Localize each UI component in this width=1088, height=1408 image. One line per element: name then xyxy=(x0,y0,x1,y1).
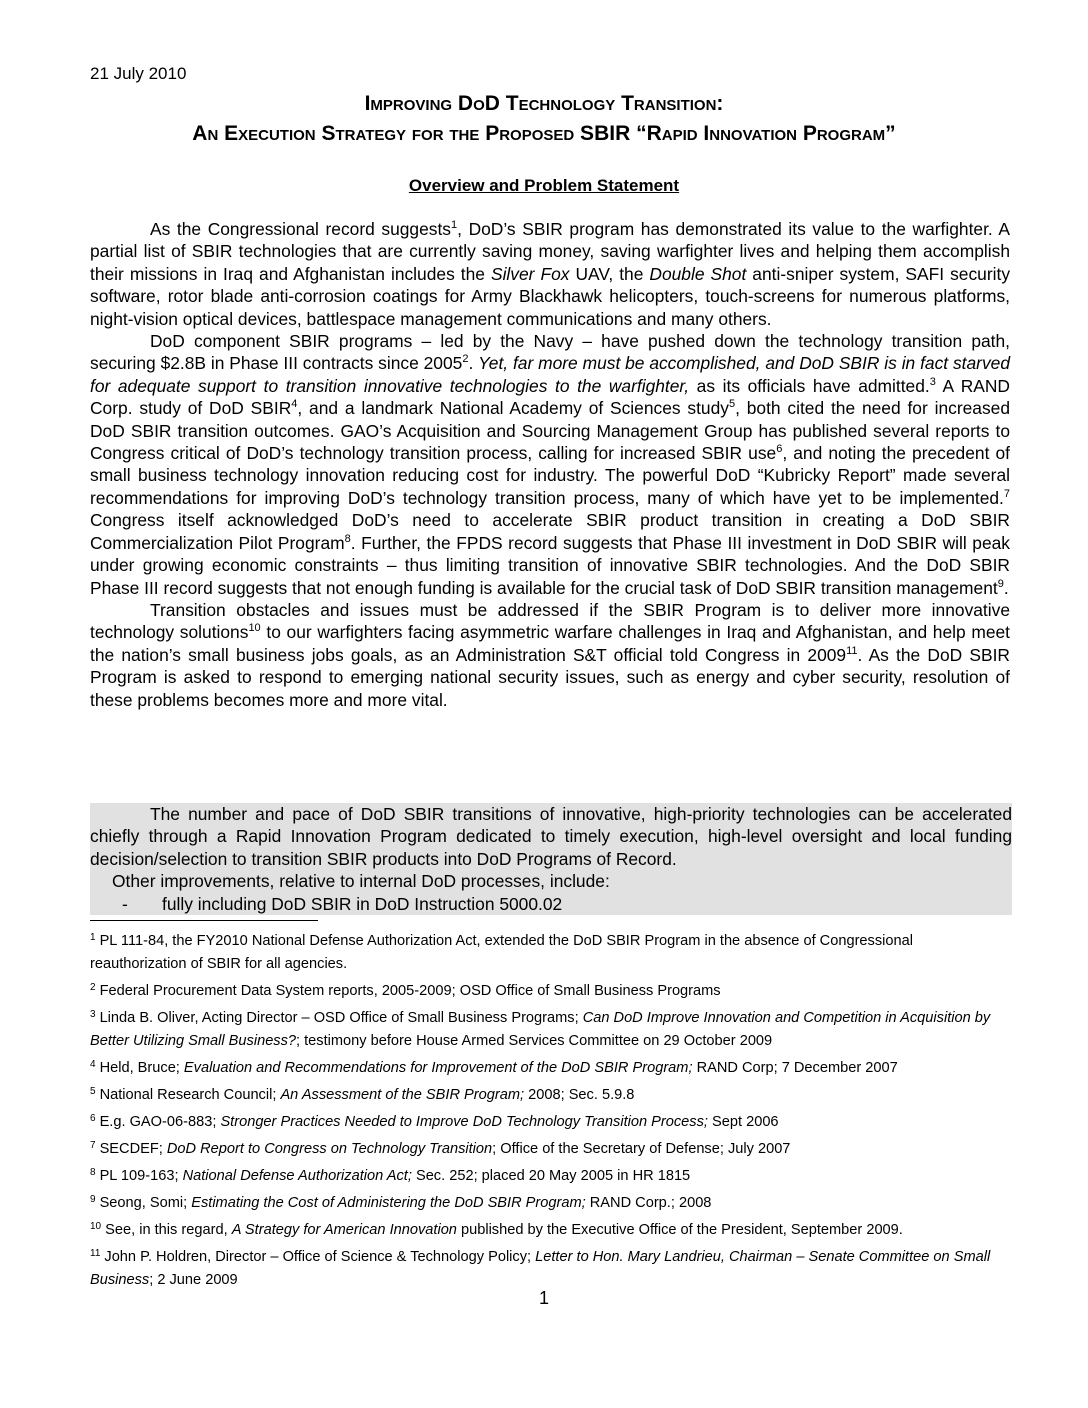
footnote-11: $^{11}$ John P. Holdren, Director – Office of Science & Technology Policy; Letter to Hon. Mary Landrieu, Chairman – Senate Committee on Small Business; 2 June 2009 xyxy=(90,1248,991,1288)
footnote-ref: 4 xyxy=(291,398,298,411)
footnote-9: $^9$ Seong, Somi; Estimating the Cost of Administering the DoD SBIR Program; RAND Corp.; 2008 xyxy=(90,1194,712,1211)
highlighted-summary xyxy=(90,803,1012,915)
footnote-ref: 8 xyxy=(344,532,351,545)
bullet-dash: - xyxy=(122,893,128,914)
footnote-1: $^1$ PL 111-84, the FY2010 National Defense Authorization Act, extended the DoD SBIR Program in the absence of Congressional reauthorization of SBIR for all agencies. xyxy=(90,932,913,972)
footnote-10: $^{10}$ See, in this regard, A Strategy for American Innovation published by the Executive Office of the President, September 2009. xyxy=(90,1221,903,1238)
emphasis-text: Yet, far more must be accomplished, and DoD SBIR is in fact starved for adequate support to transition innovative technologies to the warfighter, xyxy=(90,353,1010,396)
footnote-4: $^4$ Held, Bruce; Evaluation and Recommendations for Improvement of the DoD SBIR Program; RAND Corp; 7 December 2007 xyxy=(90,1059,898,1076)
footnote-5: $^5$ National Research Council; An Assessment of the SBIR Program; 2008; Sec. 5.9.8 xyxy=(90,1086,635,1103)
document-date: 21 July 2010 xyxy=(90,64,187,83)
footnote-ref: 6 xyxy=(776,443,783,456)
footnote-ref: 2 xyxy=(462,353,469,366)
footnotes xyxy=(90,930,1010,1296)
summary-paragraph: The number and pace of DoD SBIR transitions of innovative, high-priority technologies can be accelerated chiefly through a Rapid Innovation Program dedicated to timely execution, high-level oversight and local funding decision/selection to transition SBIR products into DoD Programs of Record. xyxy=(90,804,1012,869)
footnote-ref: 11 xyxy=(846,644,858,657)
paragraph-3: Transition obstacles and issues must be addressed if the SBIR Program is to deliver more innovative technology solutions$^{10}$ to our warfighters facing asymmetric warfare challenges in Iraq and Afghanistan, and help meet the nation’s small business jobs goals, as an Administration S&T official told Congress in 2009$^{11}$. As the DoD SBIR Program is asked to respond to emerging national security issues, such as energy and cyber security, resolution of these problems becomes more and more vital. xyxy=(90,599,1010,710)
improvements-intro: Other improvements, relative to internal DoD processes, include: xyxy=(112,871,610,892)
improvement-item xyxy=(90,893,1012,915)
footnote-ref: 7 xyxy=(1003,488,1010,501)
footnote-ref: 9 xyxy=(997,577,1004,590)
title-line-2: An Execution Strategy for the Proposed SBIR “Rapid Innovation Program” xyxy=(192,122,896,145)
footnote-ref: 1 xyxy=(451,219,458,232)
paragraph-1: As the Congressional record suggests$^1$, DoD’s SBIR program has demonstrated its value to the warfighter. A partial list of SBIR technologies that are currently saving money, saving warfighter lives and helping them accomplish their missions in Iraq and Afghanistan includes the Silver Fox UAV, the Double Shot anti-sniper system, SAFI security software, rotor blade anti-corrosion coatings for Army Blackhawk helicopters, touch-screens for numerous platforms, night-vision optical devices, battlespace management communications and many others. xyxy=(90,219,1011,329)
section-heading: Overview and Problem Statement xyxy=(408,176,680,195)
page-number: 1 xyxy=(538,1288,549,1308)
footnote-6: $^6$ E.g. GAO-06-883; Stronger Practices Needed to Improve DoD Technology Transition Process; Sept 2006 xyxy=(90,1113,779,1130)
title-line-1: Improving DoD Technology Transition: xyxy=(364,92,724,115)
footnote-7: $^7$ SECDEF; DoD Report to Congress on Technology Transition; Office of the Secretary of Defense; July 2007 xyxy=(90,1140,791,1157)
footnote-8: $^8$ PL 109-163; National Defense Authorization Act; Sec. 252; placed 20 May 2005 in HR 1815 xyxy=(90,1167,691,1184)
footnote-ref: 5 xyxy=(728,398,736,411)
footnote-ref: 3 xyxy=(929,376,936,389)
footnote-ref: 10 xyxy=(248,622,261,635)
improvement-item-text: fully including DoD SBIR in DoD Instruction 5000.02 xyxy=(162,893,563,914)
footnote-2: $^2$ Federal Procurement Data System reports, 2005-2009; OSD Office of Small Business Programs xyxy=(90,982,721,999)
footnote-3: $^3$ Linda B. Oliver, Acting Director – OSD Office of Small Business Programs; Can DoD Improve Innovation and Competition in Acquisition by Better Utilizing Small Business?; testimony before House Armed Services Committee on 29 October 2009 xyxy=(90,1009,991,1049)
paragraph-2: DoD component SBIR programs – led by the Navy – have pushed down the technology transition path, securing $2.8B in Phase III contracts since 2005$^2$. Yet, far more must be accomplished, and DoD SBIR is in fact starved for adequate support to transition innovative technologies to the warfighter, as its officials have admitted.$^3$ A RAND Corp. study of DoD SBIR$^4$, and a landmark National Academy of Sciences study$^5$, both cited the need for increased DoD SBIR transition outcomes. GAO’s Acquisition and Sourcing Management Group has published several reports to Congress critical of DoD’s technology transition process, calling for increased SBIR use$^6$, and noting the precedent of small business technology innovation reducing cost for industry. The powerful DoD “Kubricky Report” made several recommendations for improving DoD’s technology transition process, many of which have yet to be implemented.$^7$ Congress itself acknowledged DoD’s need to accelerate SBIR product transition in creating a DoD SBIR Commercialization Pilot Program$^8$. Further, the FPDS record suggests that Phase III investment in DoD SBIR will peak under growing economic constraints – thus limiting transition of innovative SBIR technologies. And the DoD SBIR Phase III record suggests that not enough funding is available for the crucial task of DoD SBIR transition management$^9$. xyxy=(90,331,1010,598)
footnote-separator xyxy=(90,920,318,921)
body-text xyxy=(90,218,1010,711)
